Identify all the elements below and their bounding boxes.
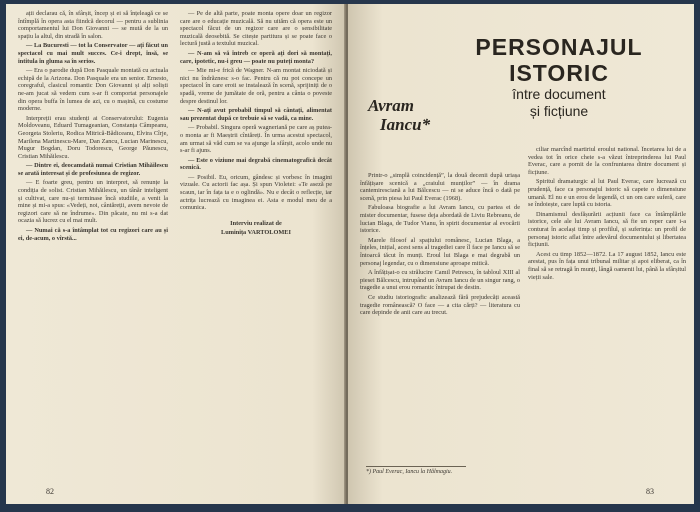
paragraph: — E foarte greu, pentru un interpret, să renunțe la condiția de solist. Cristian Mihăilescu, un tânăr inteligent și cultivat, care nu-și terminase încă studiile, a venit la mine și mi-a spus: «Vedeți, noi, cântăreții, avem nevoie de regizori care să ne îndrume». Din păcate, nu mi s-a dat ocazia să lucrez cu el mai mult. — [18, 179, 168, 225]
interview-question: — La Bucuresti — tot la Conservator — ați făcut un spectacol cu mai mult succes. Ce-i drept, însă, se intitula în gluma sa în serios. — [18, 42, 168, 65]
subject-line-1: Avram — [368, 96, 414, 115]
page-number-left: 82 — [46, 487, 54, 496]
paragraph: Fabuloasa biografie a lui Avram Iancu, cu partea ei de mister documentar, fusese deja abordată de Liviu Rebreanu, de lucian Blaga, de Tudor Vianu, în spirit documentar al evocării istorice. — [360, 204, 520, 235]
title-line-4: și ficțiune — [529, 103, 589, 119]
interview-question: — N-ați avut probabil timpul să cântați, alimentat sau prezentat după ce trebuie să se vadă, ca mine. — [180, 107, 332, 122]
title-line-1: PERSONAJUL — [475, 34, 643, 60]
paragraph: A înfățișat-o cu strălucire Camil Petrescu, în tabloul XIII al piesei Bălcescu, intrupând un Avram Iancu de un singur rang, o tragedie a unui erou romantic întrupat de destin. — [360, 269, 520, 292]
right-page — [348, 4, 694, 504]
paragraph: Interpreții erau studenți ai Conservatorului: Eugenia Moldoveanu, Eduard Tumageanian, Constanța Câmpeanu, Georgeta Stoleriu, Rodica Mitrică-Bădiceanu, Elvira Cîrje, Marilena Martinescu-Mare, Dan Zancu, Lucian Marinescu, Mugur Bogdan, Doru Todorescu, George Păunescu, Cristian Mihăilescu. — [18, 114, 168, 160]
interview-question: — N-am să vă întreb ce operă ați dori să montați, care, ipotetic, nu-i greu — poate nu puteți monta? — [180, 49, 332, 65]
interview-question: — Dintre ei, deocamdată numai Cristian Mihăilescu se arată interesat și de profesiunea de regizor. — [18, 162, 168, 177]
paragraph: — Era o parodie după Don Pasquale montată cu actuala echipă de la Arizona. Don Pasquale era un senior. Ernesto, coregraful, clasicul romantic Don Giovanni și alți soliști ne-am jucat să vedem cum s-ar fi comportat personajele din opera buffa în lumea de azi, cu o mașină, cu costume moderne. — [18, 67, 168, 113]
paragraph: Ce studiu istoriografic analizează fără prejudecăți această tragedie românească? O face — a cita cărți? — literatura cu care depinde de anii care au trecut. — [360, 293, 520, 317]
article-title — [434, 34, 684, 120]
paragraph: Marele filosof al spațiului românesc, Lucian Blaga, a înțeles, inițial, acest sens al tragediei care îl face pe Iancu să se întoarcă tăcut în munți. Eroul lui Blaga e mai degrabă un personaj legendar, cu o dimensiune aproape mitică. — [360, 236, 520, 267]
paragraph: Dinamismul desfășurării acțiunii face ca întâmplările istorice, cele ale lui Avram Iancu, să fie un reper care i-a conturat în același timp și profilul, și suferința: un profil de personaj istoric aflat între adevărul documentului și libertatea ficțiunii. — [528, 210, 686, 249]
paragraph: — Mie mi-e frică de Wagner. N-am montat niciodată și nici nu îndrăznesc s-o fac. Pentru că nu pot concepe un spectacol în care eroii se instalează în scenă, sprijiniți de o spadă, vreme de jumătate de oră, pentru a cânta o poveste despre destinul lor. — [180, 67, 332, 105]
paragraph: ații declarau că, în sfârșit, încep și ei să înțeleagă ce se întîmplă în opera asta fiindcă decorul — pentru a sublinia comportamentul lui Don Giovanni — se mută de la un spațiu la altul, din stradă în salon. — [18, 10, 168, 40]
left-column-1 — [18, 10, 168, 480]
left-page — [6, 4, 346, 504]
paragraph: — Pe de altă parte, poate monta opere doar un regizor care are o educație muzicală. Să nu uităm că opera este un spectacol făcut de un regizor care are o sensibilitate muzicală deosebită. Se citește partitura și se poate face o lectură justă a textului muzical. — [180, 10, 332, 48]
paragraph: — Posibil. Eu, oricum, gândesc și vorbesc în imagini vizuale. Cu actorii fac așa. Și spun Violetei: «Te aseză pe scaun, iar în fața ta e o oglindă». Nu e decât o reflecție, iar actrița lucrează cu imaginea ei. Asta e modul meu de a comunica. — [180, 173, 332, 212]
signature-line-2: Luminița VARTOLOMEI — [221, 229, 291, 237]
right-column-2 — [528, 146, 686, 464]
paragraph: Acest cu timp 1852—1872. La 17 august 1852, Iancu este arestat, pus în fața unui tribunal militar și apoi eliberat, ca în final să se retragă în munți, lângă oamenii lui, până la sfârșitul vieții sale. — [528, 250, 686, 281]
article-subject — [368, 96, 458, 134]
title-line-3: între document — [512, 86, 606, 102]
footnote: *) Paul Everac, Iancu la Hălmagiu. — [366, 466, 466, 475]
subject-line-2: Iancu* — [380, 115, 431, 134]
left-column-2 — [180, 10, 332, 480]
page-number-right: 83 — [646, 487, 654, 496]
paragraph: ciliar marcînd martiriul eroului national. Încetarea lui de a vedea tot în orice cheie s-a văzut întreprinderea lui Paul Everac, care a pornit de la confruntarea dintre document și ficțiune. — [528, 146, 686, 176]
signature-line-1: Interviu realizat de — [230, 219, 282, 227]
interview-question: — Este o viziune mai degrabă cinematografică decât scenică. — [180, 156, 332, 172]
interview-question: — Numai că s-a întâmplat tot cu regizori care au și ei, de-acum, o vîrstă... — [18, 227, 168, 242]
title-line-2: ISTORIC — [509, 60, 609, 86]
right-column-1 — [360, 172, 520, 464]
paragraph: Printr-o „simplă coincidență”, la două decenii după uriașa înfățișare scenică a „craiului munților” — în drama cantemiresciană a lui Bălcescu — ni se aduce încă o dată pe scenă, prin piesa lui Paul Everac (1968). — [360, 172, 520, 202]
paragraph: Spiritul dramaturgic al lui Paul Everac, care lucrează cu prudență, face ca personajul istoric să capete o dimensiune umană. El nu e un erou de legendă, ci un om care suferă, care se îndoiește, care luptă cu istoria. — [528, 178, 686, 209]
paragraph: — Probabil. Singura operă wagneriană pe care aș putea-o monta ar fi Maeștrii cîntăreți. În urma acestui spectacol, am urmat să văd cum se va ajunge la sfârșit, acolo unde nu s-ar fi ajuns. — [180, 124, 332, 155]
